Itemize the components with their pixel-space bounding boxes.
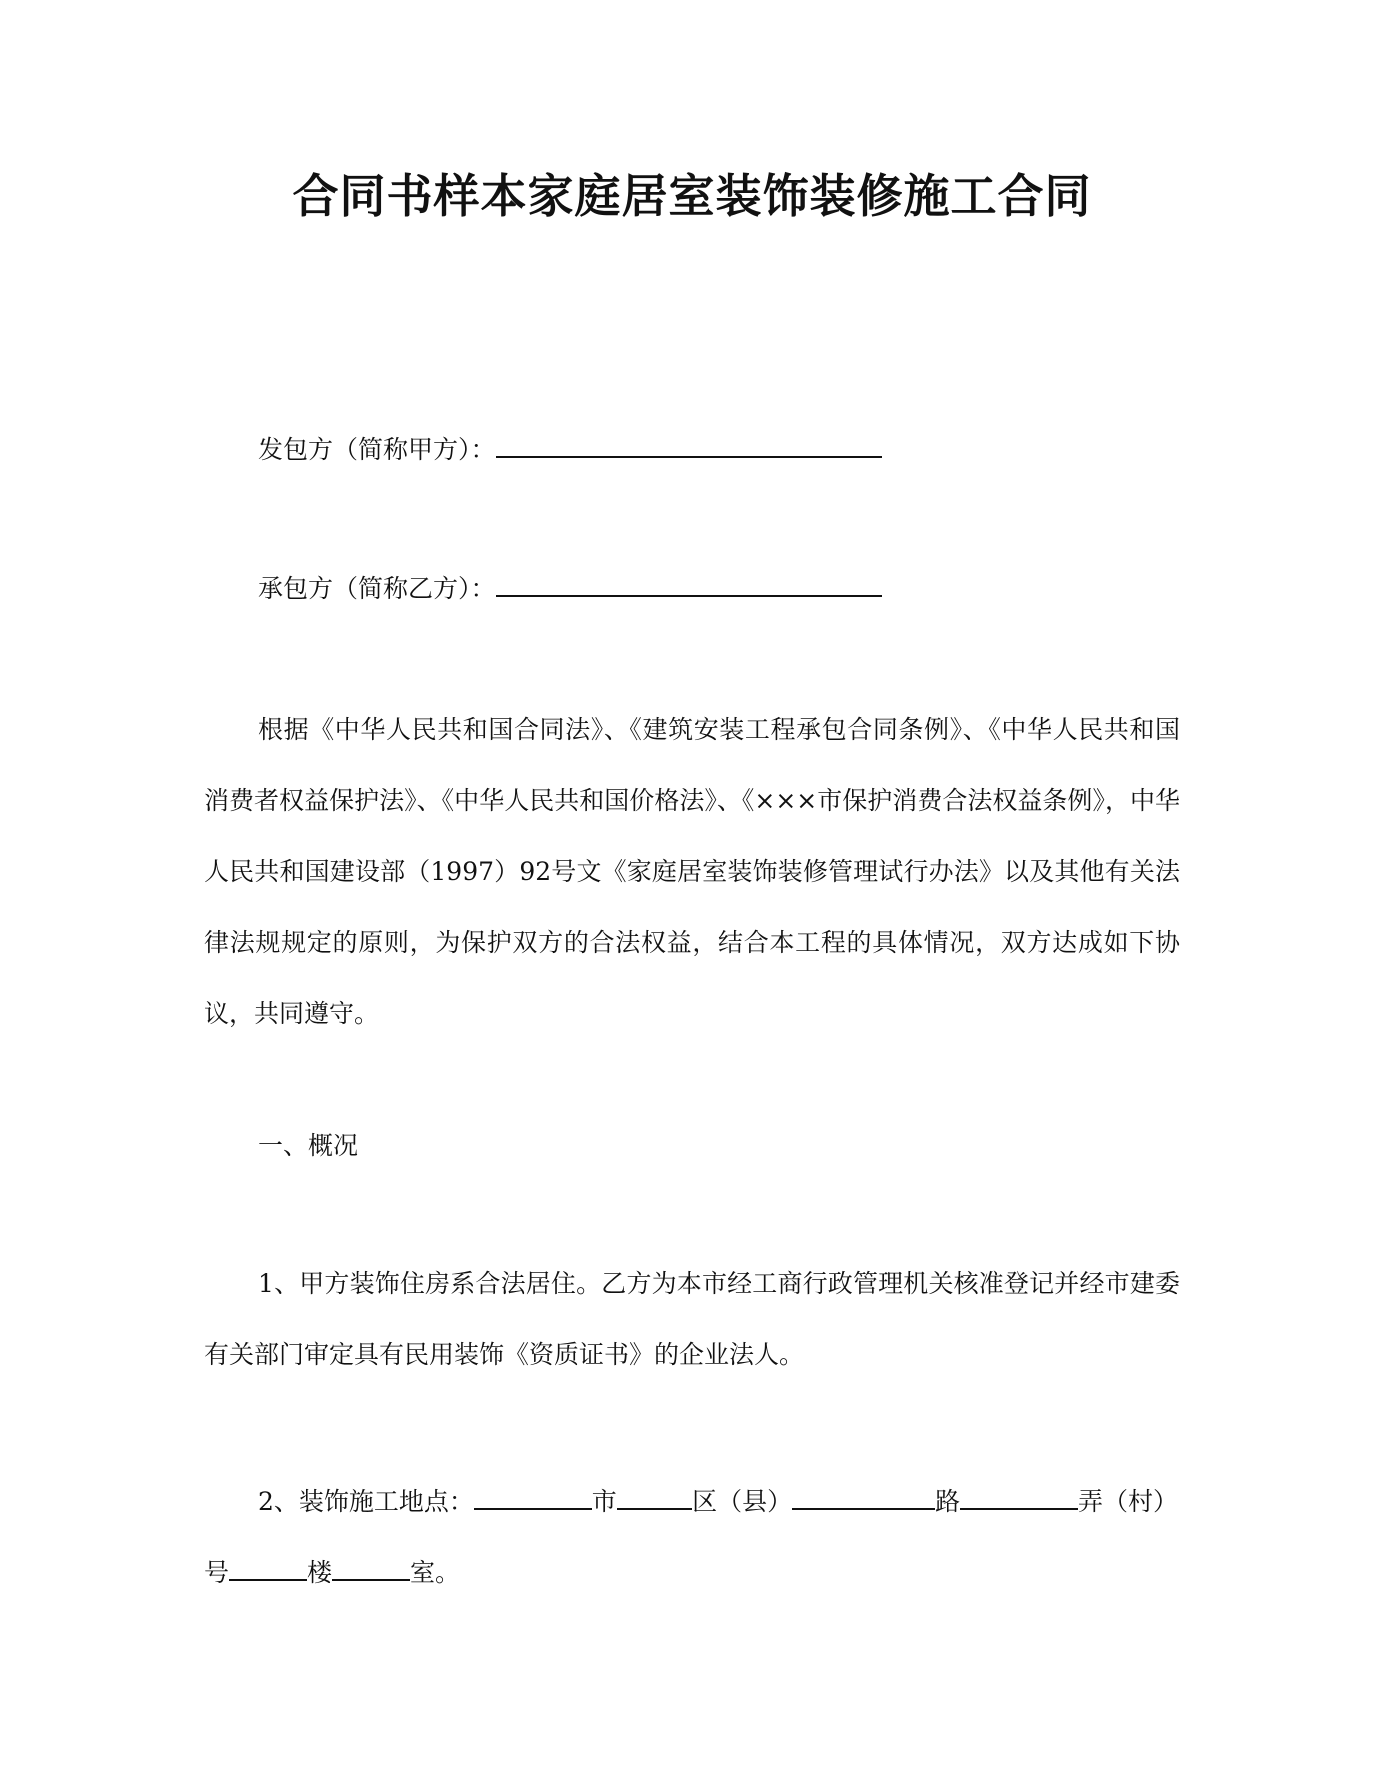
section-1-heading: 一、概况 [258, 1131, 359, 1160]
city-label: 市 [591, 1487, 617, 1516]
party-a-blank[interactable] [496, 430, 882, 458]
lane-blank[interactable] [960, 1482, 1078, 1510]
clause-2-room-line [204, 1553, 460, 1593]
lane-label: 弄（村） [1077, 1487, 1178, 1516]
clause-2-address-line [258, 1482, 1178, 1522]
district-blank[interactable] [617, 1482, 692, 1510]
number-label: 号 [204, 1558, 230, 1587]
party-a-label: 发包方（简称甲方）： [258, 435, 496, 464]
party-b-blank[interactable] [496, 569, 882, 597]
document-title: 合同书样本家庭居室装饰装修施工合同 [292, 169, 1092, 223]
room-label: 室。 [410, 1558, 461, 1587]
road-label: 路 [935, 1487, 961, 1516]
party-b-label: 承包方（简称乙方）： [258, 574, 496, 603]
party-b-line [258, 569, 882, 609]
building-blank[interactable] [332, 1553, 410, 1581]
intro-paragraph: 根据《中华人民共和国合同法》、《建筑安装工程承包合同条例》、《中华人民共和国消费者权益保护法》、《中华人民共和国价格法》、《×××市保护消费合法权益条例》，中华人民共和国建设部（1997）92号文《家庭居室装饰装修管理试行办法》以及其他有关法律法规规定的原则，为保护双方的合法权益，结合本工程的具体情况，双方达成如下协议，共同遵守。 [204, 715, 1180, 1028]
road-blank[interactable] [792, 1482, 935, 1510]
district-label: 区（县） [692, 1487, 793, 1516]
building-label: 楼 [307, 1558, 333, 1587]
clause-1-paragraph: 1、甲方装饰住房系合法居住。乙方为本市经工商行政管理机关核准登记并经市建委有关部门审定具有民用装饰《资质证书》的企业法人。 [204, 1269, 1180, 1369]
clause-2-prefix: 2、装饰施工地点： [258, 1487, 474, 1516]
party-a-line [258, 430, 882, 470]
number-blank[interactable] [229, 1553, 307, 1581]
city-blank[interactable] [474, 1482, 592, 1510]
